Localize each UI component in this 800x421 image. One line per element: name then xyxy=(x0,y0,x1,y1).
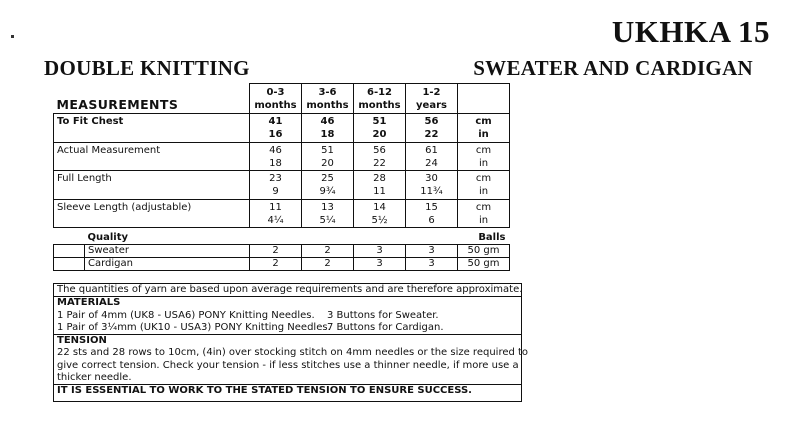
unit-in: in xyxy=(458,185,510,199)
materials-line xyxy=(54,310,521,322)
size-header: 1-2 years xyxy=(406,84,458,114)
cm-value: 56 xyxy=(406,114,458,129)
cm-value: 28 xyxy=(354,171,406,186)
table-row xyxy=(54,185,510,199)
table-row xyxy=(54,142,510,157)
yarn-weight-title: DOUBLE KNITTING xyxy=(44,56,250,80)
table-row xyxy=(54,214,510,228)
button-spec: 3 Buttons for Sweater. xyxy=(327,309,439,321)
table-row xyxy=(54,157,510,171)
table-row xyxy=(54,128,510,142)
quality-title: Quality xyxy=(87,232,129,243)
cm-value: 30 xyxy=(406,171,458,186)
in-value: 6 xyxy=(406,214,458,228)
row-label-spacer xyxy=(54,128,250,142)
unit-cm: cm xyxy=(458,114,510,129)
unit-in: in xyxy=(458,157,510,171)
cm-value: 15 xyxy=(406,199,458,214)
in-value: 20 xyxy=(354,128,406,142)
in-value: 22 xyxy=(354,157,406,171)
cm-value: 51 xyxy=(354,114,406,129)
quality-name: Sweater xyxy=(85,245,250,258)
ball-count: 2 xyxy=(302,245,354,258)
in-value: 11 xyxy=(354,185,406,199)
size-header: 0-3 months xyxy=(250,84,302,114)
quality-table xyxy=(53,232,510,271)
ball-count: 2 xyxy=(250,245,302,258)
table-row xyxy=(54,245,510,258)
table-row xyxy=(54,199,510,214)
ball-count: 3 xyxy=(354,258,406,271)
in-value: 9¾ xyxy=(302,185,354,199)
size-header: 3-6 months xyxy=(302,84,354,114)
in-value: 16 xyxy=(250,128,302,142)
in-value: 4¼ xyxy=(250,214,302,228)
needle-spec: 1 Pair of 3¼mm (UK10 - USA3) PONY Knitting Needles. xyxy=(57,321,331,333)
cm-value: 46 xyxy=(250,142,302,157)
cm-value: 46 xyxy=(302,114,354,129)
unit-in: in xyxy=(458,214,510,228)
measurements-title: MEASUREMENTS xyxy=(54,84,250,114)
corner-mark xyxy=(11,35,14,38)
ball-weight: 50 gm xyxy=(458,245,510,258)
notes-box xyxy=(53,283,529,402)
tension-line: 22 sts and 28 rows to 10cm, (4in) over stocking stitch on 4mm needles or the size required to xyxy=(57,347,529,359)
ball-count: 2 xyxy=(302,258,354,271)
cm-value: 11 xyxy=(250,199,302,214)
ball-count: 3 xyxy=(406,258,458,271)
in-value: 5½ xyxy=(354,214,406,228)
unit-in: in xyxy=(458,128,510,142)
row-label: Full Length xyxy=(54,171,250,186)
row-label-spacer xyxy=(54,214,250,228)
in-value: 5¼ xyxy=(302,214,354,228)
row-label: Actual Measurement xyxy=(54,142,250,157)
row-label-spacer xyxy=(54,185,250,199)
ball-count: 3 xyxy=(406,245,458,258)
yarn-quantity-note: The quantities of yarn are based upon average requirements and are therefore approximate. xyxy=(57,284,523,295)
quality-indent xyxy=(54,258,85,271)
tension-title: TENSION xyxy=(54,334,521,347)
in-value: 9 xyxy=(250,185,302,199)
in-value: 18 xyxy=(250,157,302,171)
in-value: 24 xyxy=(406,157,458,171)
tension-line: thicker needle. xyxy=(57,372,132,384)
cm-value: 51 xyxy=(302,142,354,157)
cm-value: 61 xyxy=(406,142,458,157)
cm-value: 56 xyxy=(354,142,406,157)
materials-title: MATERIALS xyxy=(54,296,521,309)
materials-line xyxy=(54,322,521,334)
row-label: Sleeve Length (adjustable) xyxy=(54,199,250,214)
quality-indent xyxy=(54,245,85,258)
measurements-table xyxy=(53,83,510,228)
size-header: 6-12 months xyxy=(354,84,406,114)
ball-weight: 50 gm xyxy=(458,258,510,271)
cm-value: 25 xyxy=(302,171,354,186)
in-value: 18 xyxy=(302,128,354,142)
row-label-spacer xyxy=(54,157,250,171)
in-value: 22 xyxy=(406,128,458,142)
row-label: To Fit Chest xyxy=(54,114,250,129)
pattern-code: UKHKA 15 xyxy=(611,14,770,49)
cm-value: 14 xyxy=(354,199,406,214)
quality-header-spacer xyxy=(250,232,458,245)
cm-value: 23 xyxy=(250,171,302,186)
table-row xyxy=(54,114,510,129)
unit-header xyxy=(458,84,510,114)
needle-spec: 1 Pair of 4mm (UK8 - USA6) PONY Knitting Needles. xyxy=(57,309,315,321)
unit-cm: cm xyxy=(458,142,510,157)
quality-name: Cardigan xyxy=(85,258,250,271)
unit-cm: cm xyxy=(458,171,510,186)
ball-count: 2 xyxy=(250,258,302,271)
measurements-header-row xyxy=(54,84,510,114)
ball-count: 3 xyxy=(354,245,406,258)
table-row xyxy=(54,258,510,271)
in-value: 20 xyxy=(302,157,354,171)
table-row xyxy=(54,171,510,186)
balls-label: Balls xyxy=(478,232,506,243)
quality-header-row xyxy=(54,232,510,245)
cm-value: 13 xyxy=(302,199,354,214)
garment-title: SWEATER AND CARDIGAN xyxy=(473,56,753,80)
unit-cm: cm xyxy=(458,199,510,214)
in-value: 11¾ xyxy=(406,185,458,199)
button-spec: 7 Buttons for Cardigan. xyxy=(327,321,444,333)
tension-warning: IT IS ESSENTIAL TO WORK TO THE STATED TENSION TO ENSURE SUCCESS. xyxy=(54,384,521,397)
cm-value: 41 xyxy=(250,114,302,129)
tension-line: give correct tension. Check your tension - if less stitches use a thinner needle, if more use a xyxy=(57,359,519,371)
